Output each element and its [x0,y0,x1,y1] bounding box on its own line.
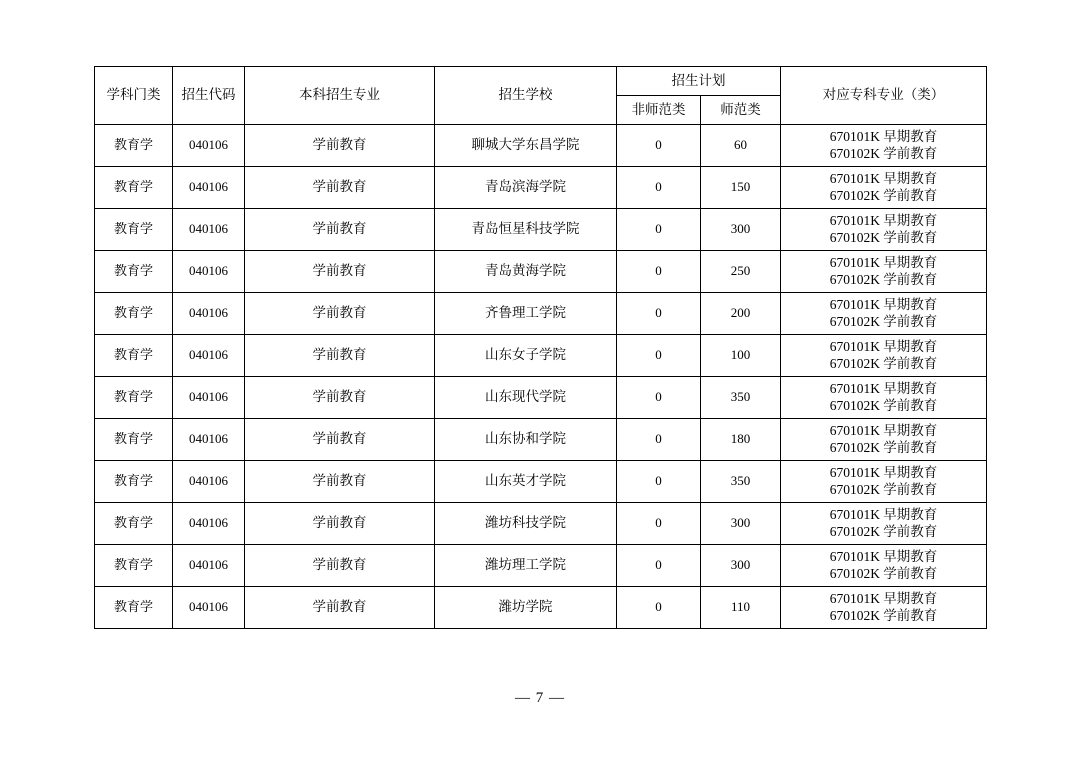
matching-major-line: 670102K 学前教育 [829,481,938,497]
cell-normal: 250 [701,251,781,293]
cell-non-normal: 0 [617,125,701,167]
table-row [95,209,987,251]
cell-discipline: 教育学 [95,125,173,167]
cell-school: 青岛黄海学院 [435,251,617,293]
cell-normal: 300 [701,545,781,587]
column-header-major: 本科招生专业 [245,67,435,125]
matching-major-line: 670102K 学前教育 [829,397,938,413]
column-header-code: 招生代码 [173,67,245,125]
cell-non-normal: 0 [617,587,701,629]
cell-non-normal: 0 [617,167,701,209]
cell-matching-majors [781,209,987,251]
table-row [95,419,987,461]
column-header-plan-group: 招生计划 [617,67,781,96]
matching-major-line: 670102K 学前教育 [829,187,938,203]
cell-normal: 110 [701,587,781,629]
cell-code: 040106 [173,125,245,167]
cell-matching-majors [781,335,987,377]
cell-normal: 100 [701,335,781,377]
cell-matching-majors [781,167,987,209]
table-row [95,545,987,587]
cell-non-normal: 0 [617,503,701,545]
cell-discipline: 教育学 [95,461,173,503]
cell-non-normal: 0 [617,377,701,419]
cell-discipline: 教育学 [95,209,173,251]
matching-major-line: 670102K 学前教育 [829,145,938,161]
cell-code: 040106 [173,503,245,545]
cell-normal: 300 [701,503,781,545]
cell-major: 学前教育 [245,461,435,503]
cell-school: 山东女子学院 [435,335,617,377]
cell-normal: 60 [701,125,781,167]
cell-major: 学前教育 [245,503,435,545]
table-head [95,67,987,125]
cell-matching-majors [781,503,987,545]
table-row [95,335,987,377]
cell-matching-majors [781,293,987,335]
cell-major: 学前教育 [245,335,435,377]
cell-normal: 350 [701,377,781,419]
matching-major-line: 670101K 早期教育 [829,506,938,522]
column-header-normal: 师范类 [701,96,781,125]
cell-major: 学前教育 [245,209,435,251]
cell-major: 学前教育 [245,587,435,629]
cell-code: 040106 [173,167,245,209]
cell-code: 040106 [173,419,245,461]
cell-major: 学前教育 [245,419,435,461]
cell-school: 山东协和学院 [435,419,617,461]
page-number: — 7 — [515,690,565,706]
column-header-matching-majors: 对应专科专业（类） [781,67,987,125]
cell-discipline: 教育学 [95,545,173,587]
cell-normal: 350 [701,461,781,503]
matching-major-line: 670101K 早期教育 [829,212,938,228]
matching-major-line: 670101K 早期教育 [829,422,938,438]
matching-major-line: 670102K 学前教育 [829,523,938,539]
cell-matching-majors [781,545,987,587]
table-row [95,503,987,545]
matching-major-line: 670101K 早期教育 [829,548,938,564]
cell-matching-majors [781,251,987,293]
cell-school: 聊城大学东昌学院 [435,125,617,167]
matching-major-line: 670101K 早期教育 [829,170,938,186]
column-header-school: 招生学校 [435,67,617,125]
table-body [95,125,987,629]
cell-discipline: 教育学 [95,587,173,629]
matching-major-line: 670102K 学前教育 [829,229,938,245]
cell-code: 040106 [173,587,245,629]
table-row [95,125,987,167]
matching-major-line: 670101K 早期教育 [829,464,938,480]
cell-matching-majors [781,125,987,167]
table-row [95,587,987,629]
cell-school: 潍坊理工学院 [435,545,617,587]
cell-matching-majors [781,461,987,503]
cell-major: 学前教育 [245,251,435,293]
cell-discipline: 教育学 [95,377,173,419]
cell-normal: 200 [701,293,781,335]
cell-normal: 150 [701,167,781,209]
matching-major-line: 670102K 学前教育 [829,565,938,581]
cell-school: 潍坊学院 [435,587,617,629]
cell-non-normal: 0 [617,461,701,503]
matching-major-line: 670102K 学前教育 [829,355,938,371]
cell-normal: 180 [701,419,781,461]
cell-non-normal: 0 [617,293,701,335]
cell-matching-majors [781,587,987,629]
cell-school: 齐鲁理工学院 [435,293,617,335]
cell-code: 040106 [173,251,245,293]
cell-major: 学前教育 [245,377,435,419]
cell-non-normal: 0 [617,209,701,251]
matching-major-line: 670101K 早期教育 [829,128,938,144]
cell-major: 学前教育 [245,545,435,587]
cell-major: 学前教育 [245,293,435,335]
cell-code: 040106 [173,545,245,587]
cell-non-normal: 0 [617,251,701,293]
enrollment-plan-table [94,66,987,629]
cell-school: 潍坊科技学院 [435,503,617,545]
matching-major-line: 670101K 早期教育 [829,338,938,354]
column-header-non-normal: 非师范类 [617,96,701,125]
cell-school: 青岛滨海学院 [435,167,617,209]
cell-normal: 300 [701,209,781,251]
table-row [95,167,987,209]
matching-major-line: 670102K 学前教育 [829,439,938,455]
cell-major: 学前教育 [245,125,435,167]
cell-school: 山东英才学院 [435,461,617,503]
table-row [95,461,987,503]
cell-discipline: 教育学 [95,503,173,545]
cell-discipline: 教育学 [95,251,173,293]
matching-major-line: 670101K 早期教育 [829,590,938,606]
matching-major-line: 670102K 学前教育 [829,313,938,329]
cell-code: 040106 [173,335,245,377]
cell-matching-majors [781,377,987,419]
matching-major-line: 670101K 早期教育 [829,380,938,396]
cell-discipline: 教育学 [95,419,173,461]
table-row [95,293,987,335]
cell-discipline: 教育学 [95,335,173,377]
matching-major-line: 670102K 学前教育 [829,271,938,287]
cell-school: 青岛恒星科技学院 [435,209,617,251]
table-header-row-1 [95,67,987,96]
cell-discipline: 教育学 [95,293,173,335]
cell-code: 040106 [173,209,245,251]
cell-code: 040106 [173,461,245,503]
cell-code: 040106 [173,377,245,419]
cell-discipline: 教育学 [95,167,173,209]
matching-major-line: 670101K 早期教育 [829,254,938,270]
matching-major-line: 670101K 早期教育 [829,296,938,312]
cell-non-normal: 0 [617,545,701,587]
cell-non-normal: 0 [617,335,701,377]
cell-major: 学前教育 [245,167,435,209]
cell-non-normal: 0 [617,419,701,461]
table-row [95,251,987,293]
cell-school: 山东现代学院 [435,377,617,419]
table-row [95,377,987,419]
matching-major-line: 670102K 学前教育 [829,607,938,623]
cell-code: 040106 [173,293,245,335]
column-header-discipline: 学科门类 [95,67,173,125]
cell-matching-majors [781,419,987,461]
